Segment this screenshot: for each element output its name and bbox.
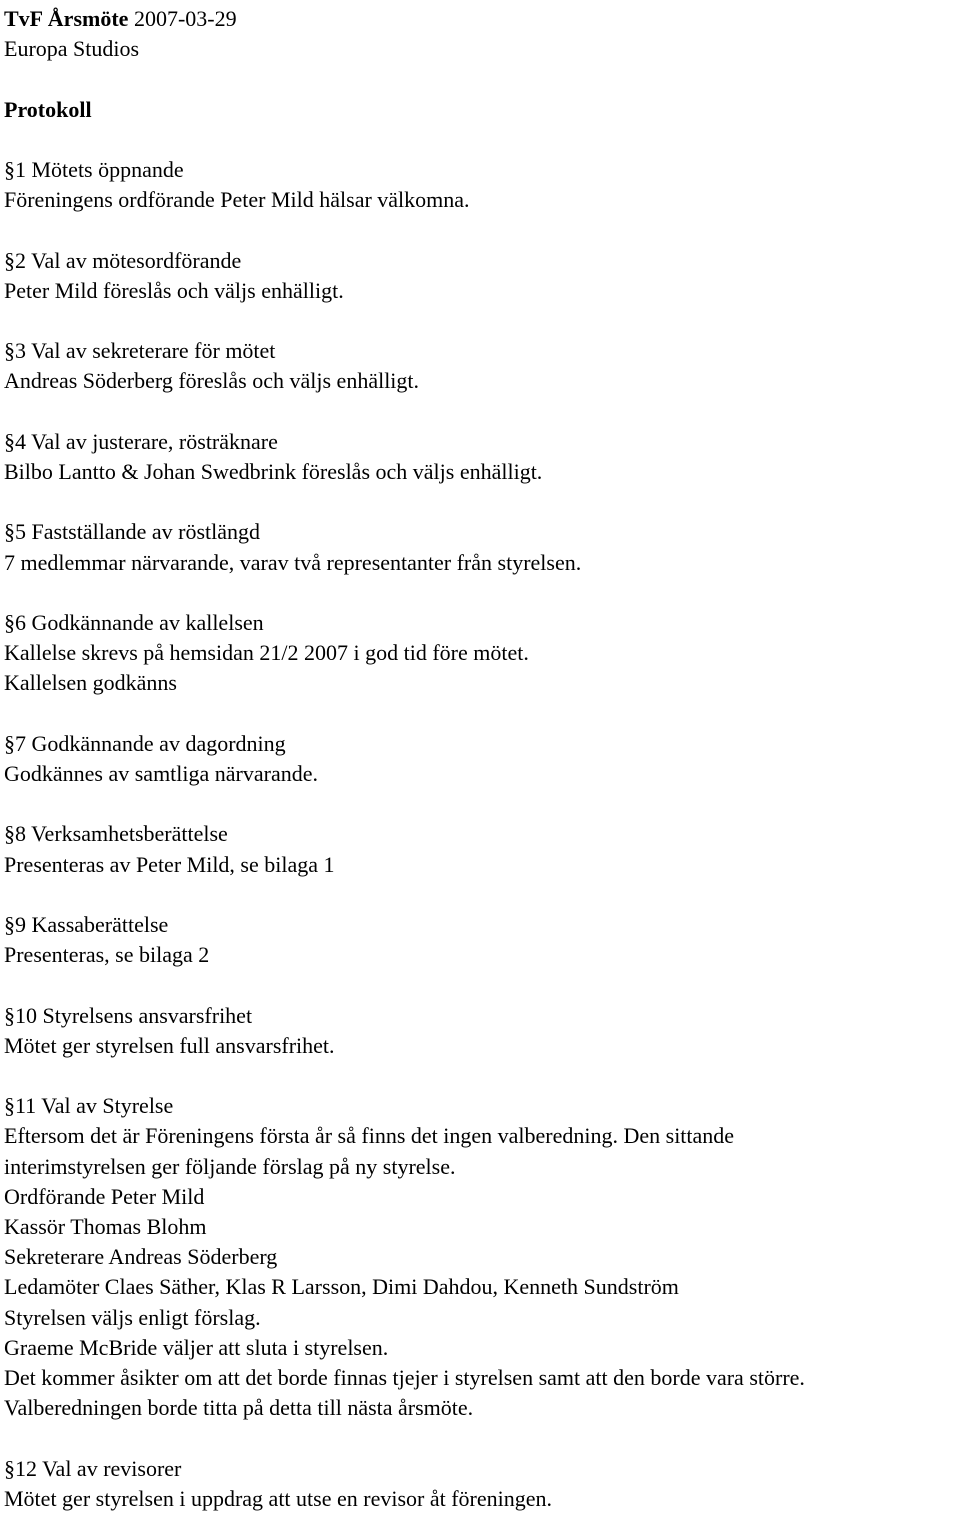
- section-heading: §1 Mötets öppnande: [4, 156, 184, 182]
- section-heading: §4 Val av justerare, rösträknare: [4, 428, 278, 454]
- section-text-line: Graeme McBride väljer att sluta i styrelsen.: [4, 1334, 389, 1360]
- section-text-line: Eftersom det är Föreningens första år så finns det ingen valberedning. Den sittande: [4, 1123, 735, 1149]
- protocol-section: [4, 427, 958, 487]
- section-text-line: Andreas Söderberg föreslås och väljs enhälligt.: [4, 368, 420, 394]
- section-text-line: Ordförande Peter Mild: [4, 1183, 205, 1209]
- section-text-line: Kallelsen godkänns: [4, 670, 177, 696]
- section-text-line: Mötet ger styrelsen i uppdrag att utse en revisor åt föreningen.: [4, 1485, 553, 1511]
- section-heading: §10 Styrelsens ansvarsfrihet: [4, 1002, 253, 1028]
- section-text-line: Kallelse skrevs på hemsidan 21/2 2007 i god tid före mötet.: [4, 640, 529, 666]
- section-heading: §2 Val av mötesordförande: [4, 247, 242, 273]
- section-heading: §5 Fastställande av röstlängd: [4, 519, 261, 545]
- section-text-line: Godkännes av samtliga närvarande.: [4, 760, 318, 786]
- section-text-line: Styrelsen väljs enligt förslag.: [4, 1304, 261, 1330]
- section-text-line: Presenteras av Peter Mild, se bilaga 1: [4, 851, 335, 877]
- section-heading: §3 Val av sekreterare för mötet: [4, 338, 276, 364]
- section-heading: §8 Verksamhetsberättelse: [4, 821, 228, 847]
- protocol-section: [4, 246, 958, 306]
- section-heading: §6 Godkännande av kallelsen: [4, 609, 264, 635]
- protocol-section: [4, 517, 958, 577]
- protocol-section: [4, 608, 958, 699]
- section-text-line: 7 medlemmar närvarande, varav två representanter från styrelsen.: [4, 549, 582, 575]
- spacer: [4, 125, 958, 155]
- section-text-line: Valberedningen borde titta på detta till nästa årsmöte.: [4, 1395, 474, 1421]
- protocol-section: [4, 336, 958, 396]
- section-text-line: Sekreterare Andreas Söderberg: [4, 1244, 278, 1270]
- protocol-section: [4, 155, 958, 215]
- protocol-section: [4, 1001, 958, 1061]
- section-heading: §7 Godkännande av dagordning: [4, 730, 286, 756]
- document-page: [4, 4, 958, 1514]
- section-text-line: Mötet ger styrelsen full ansvarsfrihet.: [4, 1032, 335, 1058]
- section-text-line: Det kommer åsikter om att det borde finnas tjejer i styrelsen samt att den borde vara större.: [4, 1364, 805, 1390]
- section-text-line: interimstyrelsen ger följande förslag på ny styrelse.: [4, 1153, 456, 1179]
- section-text-line: Peter Mild föreslås och väljs enhälligt.: [4, 277, 344, 303]
- section-text-line: Kassör Thomas Blohm: [4, 1213, 207, 1239]
- section-heading: §11 Val av Styrelse: [4, 1093, 174, 1119]
- meeting-venue: Europa Studios: [4, 36, 140, 62]
- section-text-line: Presenteras, se bilaga 2: [4, 942, 210, 968]
- section-text-line: Ledamöter Claes Säther, Klas R Larsson, Dimi Dahdou, Kenneth Sundström: [4, 1274, 679, 1300]
- section-text-line: Föreningens ordförande Peter Mild hälsar välkomna.: [4, 187, 470, 213]
- protocol-section: [4, 1454, 958, 1514]
- protocol-section: [4, 819, 958, 879]
- protocol-section: [4, 910, 958, 970]
- spacer: [4, 64, 958, 94]
- meeting-header: [4, 4, 958, 34]
- section-heading: §12 Val av revisorer: [4, 1455, 182, 1481]
- section-heading: §9 Kassaberättelse: [4, 911, 169, 937]
- protocol-section: [4, 1091, 958, 1423]
- document-type: Protokoll: [4, 96, 92, 122]
- protocol-sections: [4, 155, 958, 1514]
- section-text-line: Bilbo Lantto & Johan Swedbrink föreslås och väljs enhälligt.: [4, 458, 543, 484]
- meeting-title: TvF Årsmöte: [4, 6, 129, 31]
- meeting-date: 2007-03-29: [133, 6, 237, 31]
- protocol-section: [4, 729, 958, 789]
